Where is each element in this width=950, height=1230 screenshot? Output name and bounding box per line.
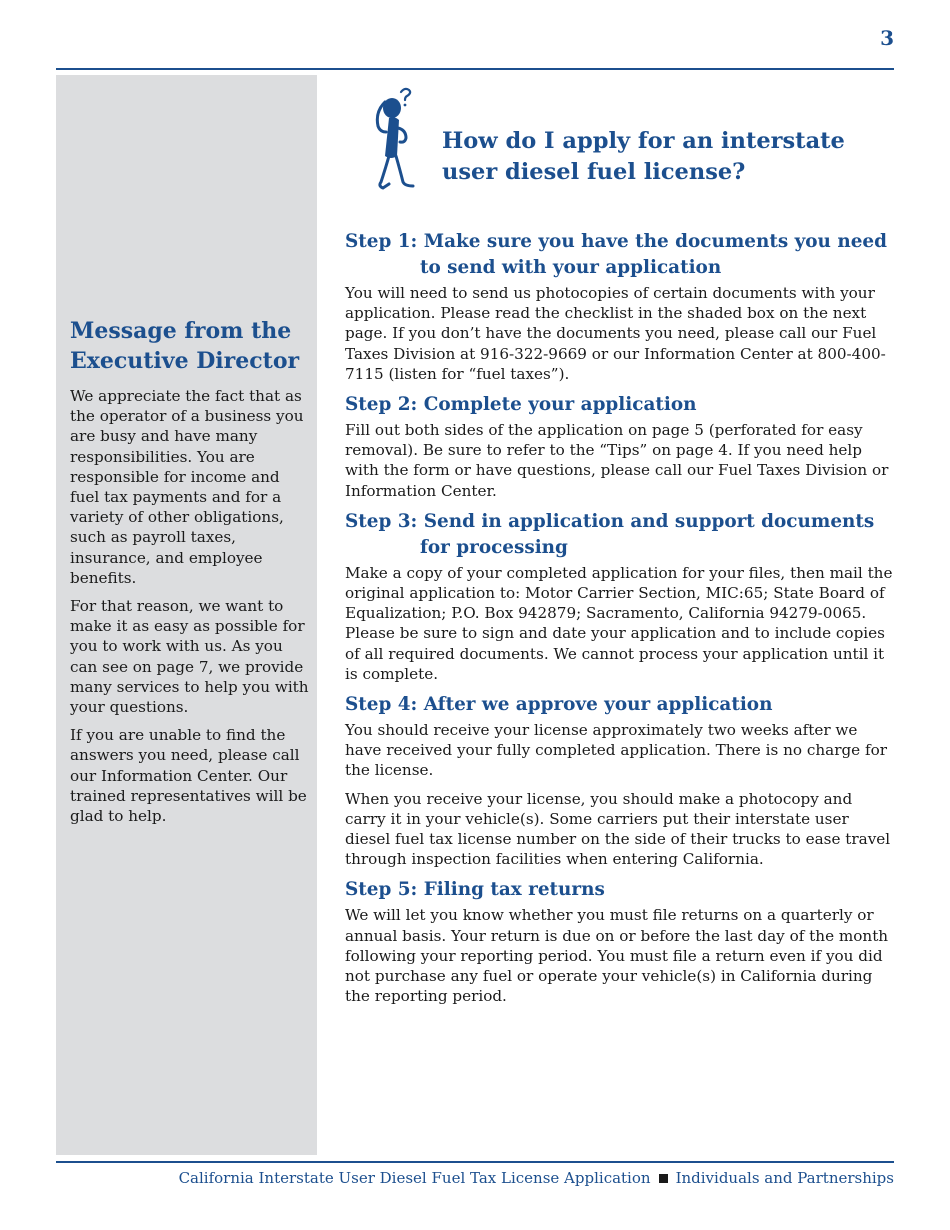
main-title: How do I apply for an interstate user diesel fuel license?	[442, 128, 845, 185]
sidebar-paragraph: We appreciate the fact that as the operator of a business you are busy and have many responsibilities. You are responsible for income and fuel tax payments and for a variety of other obligations, such as payroll taxes, insurance, and employee benefits.	[70, 387, 304, 587]
footer	[56, 1169, 894, 1187]
step-heading: Step 4: After we approve your application	[345, 694, 773, 716]
steps-section	[345, 229, 895, 1014]
step-block	[345, 692, 895, 869]
sidebar-title: Message from the Executive Director	[70, 318, 300, 374]
step-block	[345, 392, 895, 501]
footer-document-title: California Interstate User Diesel Fuel Tax License Application	[178, 1169, 651, 1187]
step-heading: Step 2: Complete your application	[345, 394, 697, 416]
sidebar-paragraph: If you are unable to find the answers you need, please call our Information Center. Our trained representatives will be glad to help.	[70, 726, 307, 826]
sidebar-paragraph: For that reason, we want to make it as easy as possible for you to work with us. As you can see on page 7, we provide many services to help you with your questions.	[70, 597, 309, 717]
step-paragraph: You should receive your license approximately two weeks after we have received your fully completed application. There is no charge for the license.	[345, 721, 888, 780]
sidebar-panel	[56, 75, 317, 1155]
step-block	[345, 229, 895, 384]
page-number: 3	[880, 26, 894, 50]
square-bullet-icon	[659, 1174, 668, 1183]
step-paragraph: Make a copy of your completed application for your files, then mail the original application to: Motor Carrier Section, MIC:65; State Board of Equalization; P.O. Box 942879; Sacramento, California 94279-0065. Please be sure to sign and date your application and to include copies of all required documents. We cannot process your application until it is complete.	[345, 563, 893, 683]
header-rule	[56, 68, 894, 70]
step-heading: Step 5: Filing tax returns	[345, 879, 605, 901]
step-paragraph: Fill out both sides of the application on page 5 (perforated for easy removal). Be sure to refer to the “Tips” on page 4. If you need help with the form or have questions, please call our Fuel Taxes Division or Information Center.	[345, 421, 889, 500]
step-paragraph: When you receive your license, you should make a photocopy and carry it in your vehicle(s). Some carriers put their interstate user diesel fuel tax license number on the side of their trucks to ease travel through inspection facilities when entering California.	[345, 789, 891, 869]
footer-section-name: Individuals and Partnerships	[675, 1169, 894, 1187]
footer-rule	[56, 1161, 894, 1163]
step-block	[345, 877, 895, 1006]
step-heading: Step 1: Make sure you have the documents you need to send with your application	[345, 231, 887, 278]
step-paragraph: You will need to send us photocopies of certain documents with your application. Please read the checklist in the shaded box on the next page. If you don’t have the documents you need, please call our Fuel Taxes Division at 916-322-9669 or our Information Center at 800-400-7115 (listen for “fuel taxes”).	[345, 284, 886, 383]
step-paragraph: We will let you know whether you must file returns on a quarterly or annual basis. Your return is due on or before the last day of the month following your reporting period. You must file a return even if you did not purchase any fuel or operate your vehicle(s) in California during the reporting period.	[345, 906, 889, 1006]
step-block	[345, 509, 895, 684]
thinking-figure-icon	[365, 84, 425, 196]
step-heading: Step 3: Send in application and support documents for processing	[345, 510, 875, 558]
